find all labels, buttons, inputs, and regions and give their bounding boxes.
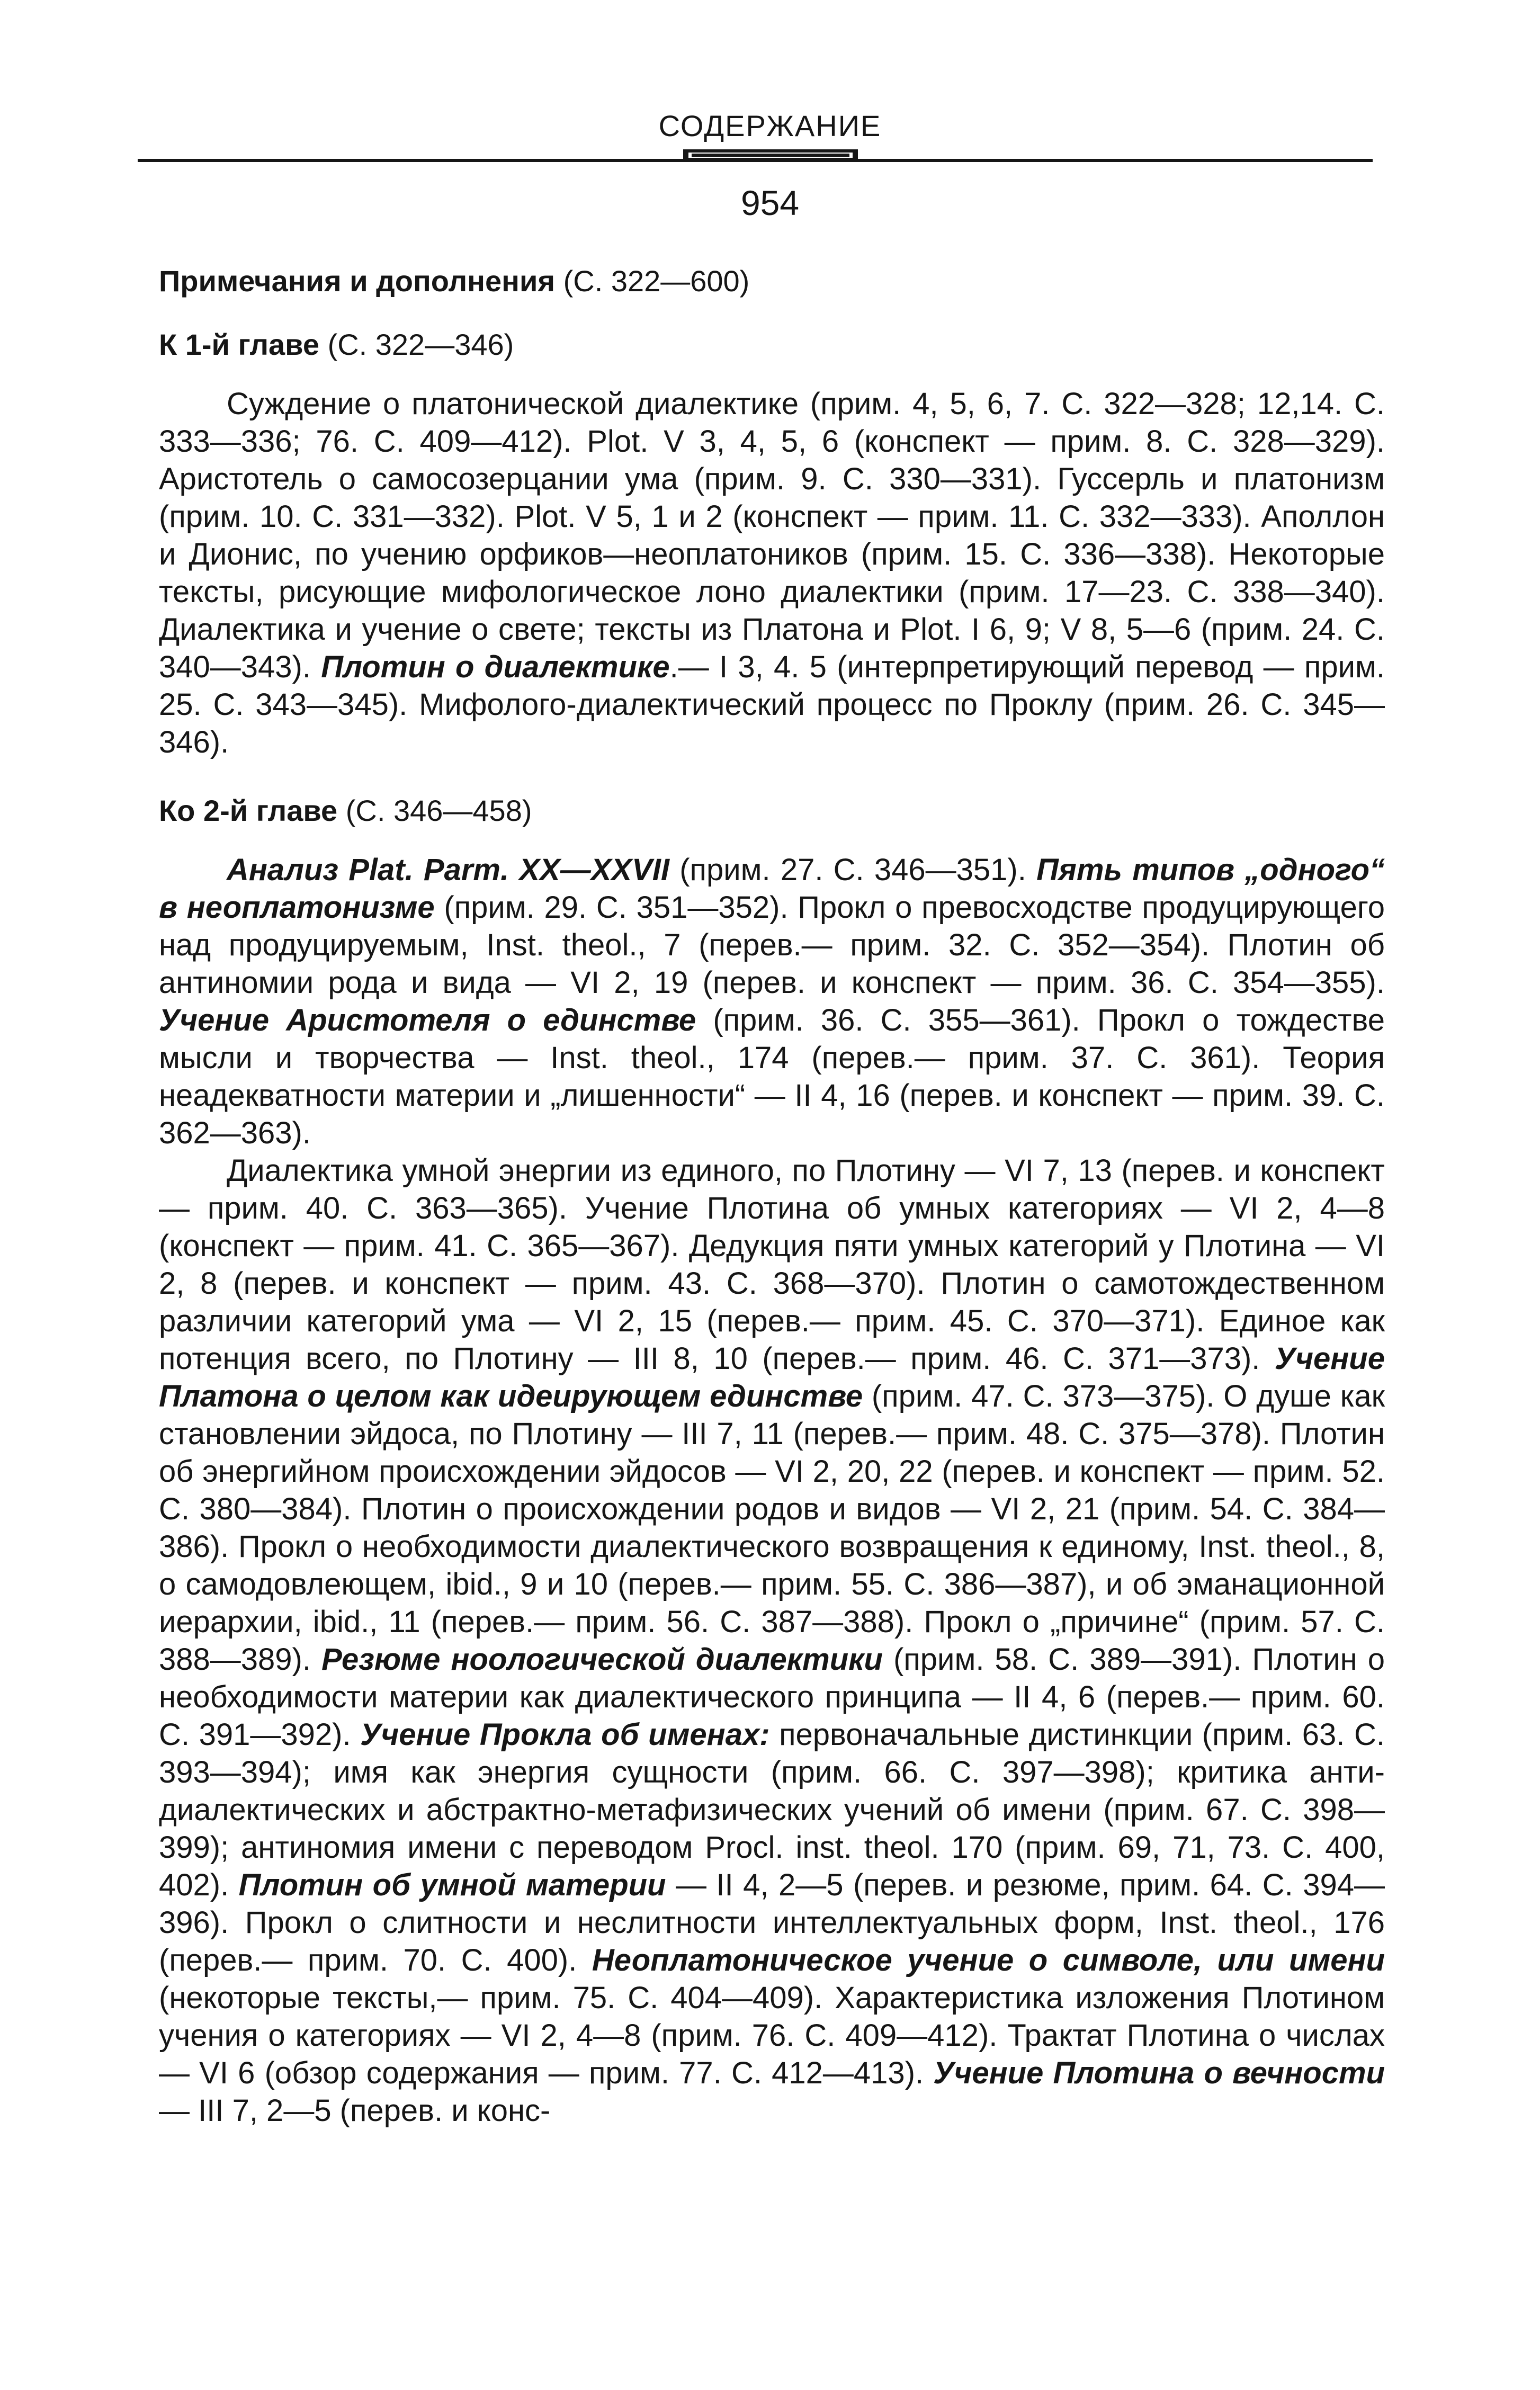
text-run: .— I 3, 4. 5 (интерпретирующий перевод — прим. 25. С. 343—345). Мифолого-диалектический процесс по Проклу (прим. 26. С. 345—346). (159, 650, 1385, 759)
text-run: — II 4, 2—5 (перев. и резюме, прим. 64. С. 394—396). Прокл о слитности и неслитности интеллектуальных форм, Inst. theol., 176 (перев.— прим. 70. С. 400). (159, 1868, 1385, 1977)
emphasis: Анализ Plat. Parm. XX—XXVII (227, 853, 669, 887)
emphasis: Учение Плотина о вечности (933, 2056, 1385, 2090)
section-label: К 1-й главе (159, 328, 319, 361)
emphasis: Плотин об умной материи (238, 1868, 666, 1902)
emphasis: Учение Аристотеля о единстве (159, 1003, 696, 1037)
section-label: Примечания и дополнения (159, 264, 556, 298)
text-run: (прим. 58. С. 389—391). Плотин о необходимости материи как диалектического принципа — II 4, 6 (перев.— прим. 60. С. 391—392). (159, 1642, 1385, 1752)
emphasis: Пять типов „одного“ в неоплатонизме (159, 853, 1385, 925)
section-pages: (С. 322—600) (563, 264, 750, 298)
header-rule-tab-fill (692, 154, 849, 157)
emphasis: Неоплатоническое учение о символе, или имени (592, 1943, 1385, 1977)
emphasis: Плотин о диалектике (321, 650, 670, 684)
page-content (159, 262, 1385, 2129)
chapter-2-paragraph-2 (159, 1152, 1385, 2129)
section-title-chapter-1 (159, 326, 1385, 364)
text-run: — III 7, 2—5 (перев. и конс- (159, 2093, 551, 2128)
text-run: (прим. 27. С. 346—351). (669, 853, 1037, 887)
text-run: Диалектика умной энергии из единого, по Плотину — VI 7, 13 (перев. и конспект — прим. 40. С. 363—365). Учение Плотина об умных категориях — VI 2, 4—8 (конспект — прим. 41. С. 365—367). Дедукция пяти умных категорий у Плотина — VI 2, 8 (перев. и конспект — прим. 43. С. 368—370). Плотин о самотождественном различии категорий ума — VI 2, 15 (перев.— прим. 45. С. 370—371). Единое как потенция всего, по Плотину — III 8, 10 (перев.— прим. 46. С. 371—373). (159, 1153, 1385, 1376)
chapter-1-paragraph (159, 385, 1385, 761)
text-run: (прим. 47. С. 373—375). О душе как становлении эйдоса, по Плотину — III 7, 11 (перев.— прим. 48. С. 375—378). Плотин об энергийном происхождении эйдосов — VI 2, 20, 22 (перев. и конспект — прим. 52. С. 380—384). Плотин о происхождении родов и видов — VI 2, 21 (прим. 54. С. 384—386). Прокл о необходимости диалектического возвращения к единому, Inst. theol., 8, о самодовлеющем, ibid., 9 и 10 (перев.— прим. 55. С. 386—387), и об эманационной иерархии, ibid., 11 (перев.— прим. 56. С. 387—388). Прокл о „причине“ (прим. 57. С. 388—389). (159, 1379, 1385, 1677)
section-pages: (С. 346—458) (345, 794, 532, 827)
text-run: (некоторые тексты,— прим. 75. С. 404—409). Характеристика изложения Плотином учения о категориях — VI 2, 4—8 (прим. 76. С. 409—412). Трактат Плотина о числах — VI 6 (обзор содержания — прим. 77. С. 412—413). (159, 1981, 1385, 2090)
text-run: (прим. 36. С. 355—361). Прокл о тождестве мысли и творчества — Inst. theol., 174 (перев.— прим. 37. С. 361). Теория неадекватности материи и „лишенности“ — II 4, 16 (перев. и конспект — прим. 39. С. 362—363). (159, 1003, 1385, 1150)
section-pages: (С. 322—346) (327, 328, 514, 361)
page-number: 954 (740, 183, 800, 222)
section-title-chapter-2 (159, 792, 1385, 830)
emphasis: Учение Платона о целом как идеирующем единстве (159, 1341, 1385, 1413)
emphasis: Резюме ноологической диалектики (321, 1642, 883, 1677)
text-run: первоначальные дистинкции (прим. 63. С. 393—394); имя как энергия сущности (прим. 66. С. 397—398); критика анти-диалектических и абстрактно-метафизических учений об имени (прим. 67. С. 398—399); антиномия имени с переводом Procl. inst. theol. 170 (прим. 69, 71, 73. С. 400, 402). (159, 1717, 1385, 1902)
text-run: Суждение о платонической диалектике (прим. 4, 5, 6, 7. С. 322—328; 12,14. С. 333—336; 76. С. 409—412). Plot. V 3, 4, 5, 6 (конспект — прим. 8. С. 328—329). Аристотель о самосозерцании ума (прим. 9. С. 330—331). Гуссерль и платонизм (прим. 10. С. 331—332). Plot. V 5, 1 и 2 (конспект — прим. 11. С. 332—333). Аполлон и Дионис, по учению орфиков—неоплатоников (прим. 15. С. 336—338). Некоторые тексты, рисующие мифологическое лоно диалектики (прим. 17—23. С. 338—340). Диалектика и учение о свете; тексты из Платона и Plot. I 6, 9; V 8, 5—6 (прим. 24. С. 340—343). (159, 387, 1385, 684)
emphasis: Учение Прокла об именах: (360, 1717, 770, 1752)
text-run: (прим. 29. С. 351—352). Прокл о превосходстве продуцирующего над продуцируемым, Inst. theol., 7 (перев.— прим. 32. С. 352—354). Плотин об антиномии рода и вида — VI 2, 19 (перев. и конспект — прим. 36. С. 354—355). (159, 890, 1385, 1000)
running-head: СОДЕРЖАНИЕ (658, 109, 882, 142)
section-label: Ко 2-й главе (159, 794, 338, 827)
chapter-2-paragraph-1 (159, 851, 1385, 1152)
section-title-notes (159, 262, 1385, 300)
